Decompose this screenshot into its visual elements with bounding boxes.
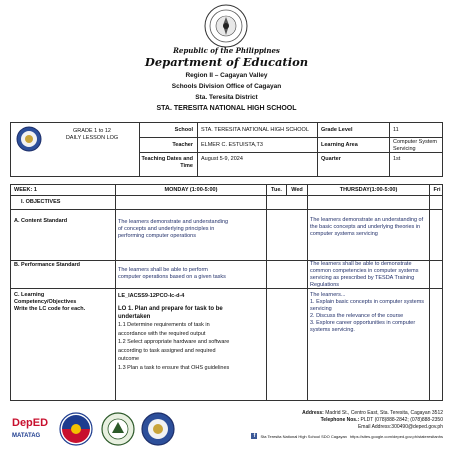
deped-seal-logo [204, 4, 248, 48]
text-line: The learners shall be able to demonstrate [310, 261, 412, 267]
text-line: 1.2 Select appropriate hardware and software [118, 339, 230, 345]
deped-logo-text: DepED [12, 417, 49, 429]
phone-label: Telephone Nos.: [320, 417, 360, 423]
grade-level-value: 11 [393, 127, 399, 133]
teacher-label: Teacher [172, 142, 193, 148]
school-seal-logo [16, 126, 42, 152]
text-line: 1.1 Determine requirements of task in [118, 322, 210, 328]
lesson-info-table [10, 122, 443, 177]
text-line: servicing [310, 306, 332, 312]
dates-label [141, 156, 193, 169]
learning-competency-label [14, 292, 114, 313]
divider [115, 185, 116, 400]
thursday-header: THURSDAY(1:00-5:00) [339, 187, 398, 193]
text-line: The learners shall be able to perform [118, 267, 208, 273]
bagong-pilipinas-logo [60, 413, 92, 445]
text-line: servicing as prescribed by TESDA Training [310, 275, 415, 281]
grade-range: GRADE 1 to 12 [73, 128, 111, 134]
text-line: Write the LC code for each. [14, 306, 86, 312]
school-value: STA. TERESITA NATIONAL HIGH SCHOOL [201, 127, 309, 133]
text-line: systems servicing. [310, 327, 355, 333]
divider [139, 152, 442, 153]
learning-competency-thursday [310, 292, 428, 334]
dates-label-line-2: Time [180, 162, 193, 169]
text-line: outcome [118, 356, 140, 362]
text-line: of concepts and underlying principles in [118, 226, 215, 232]
divider [266, 185, 267, 400]
school-name: STA. TERESITA NATIONAL HIGH SCHOOL [156, 105, 297, 112]
text-line: common competencies in computer systems [310, 268, 419, 274]
objectives-heading: I. OBJECTIVES [21, 199, 61, 205]
matatag-logo-text: MATATAG [12, 433, 41, 439]
text-line: performing computer operations [118, 233, 196, 239]
phone-value: PLDT (078)888-2842; (078)888-2350 [360, 417, 443, 423]
log-title: DAILY LESSON LOG [65, 135, 119, 141]
lo-title-line: LO 1. Plan and prepare for task to be [118, 306, 223, 312]
text-line: C. Learning [14, 292, 45, 298]
text-line: 1. Explain basic concepts in computer systems [310, 299, 425, 305]
learning-area-line-2: Servicing [393, 145, 416, 152]
website-link[interactable]: https://sites.google.com/deped.gov.ph/stateresitanhs [349, 433, 443, 439]
divider [197, 123, 198, 176]
divider [389, 123, 390, 176]
lc-code: LE_IACSS9-12PCO-Ic-d-4 [118, 293, 185, 299]
grade-log-title [49, 128, 135, 142]
week-label: WEEK: 1 [14, 187, 37, 193]
learning-area-value [393, 139, 443, 152]
learning-competency-monday [118, 293, 264, 372]
phone-line [321, 417, 443, 423]
performance-standard-monday [118, 267, 264, 281]
learning-area-label: Learning Area [321, 142, 358, 148]
text-line: computer operations based on a given tasks [118, 274, 226, 280]
district-text: Sta. Teresita District [195, 94, 258, 101]
school-label: School [174, 127, 193, 133]
learning-area-line-1: Computer System [393, 139, 438, 145]
text-line: The learners demonstrate and understanding [118, 219, 229, 225]
content-standard-label: A. Content Standard [14, 218, 68, 224]
dates-value: August 5-9, 2024 [201, 156, 243, 162]
divider [139, 123, 140, 176]
divider [307, 185, 308, 400]
divider [11, 209, 442, 210]
quarter-label: Quarter [321, 156, 341, 162]
wednesday-header: Wed [291, 187, 303, 193]
text-line: computer systems servicing [310, 231, 378, 237]
deped-matatag-logo [12, 417, 48, 439]
tuesday-header: Tue. [271, 187, 282, 193]
text-line: Competency/Objectives [14, 299, 77, 305]
lo-title-line: undertaken [118, 314, 151, 320]
text-line: 1.3 Plan a task to ensure that OHS guidelines [118, 364, 230, 371]
republic-text: Republic of the Philippines [173, 46, 280, 55]
grade-level-label: Grade Level [321, 127, 353, 133]
text-line: The learners... [310, 292, 346, 298]
division-seal-logo [102, 413, 134, 445]
text-line: 2. Discuss the relevance of the course [310, 313, 404, 319]
text-line: The learners demonstrate an understanding of [310, 217, 424, 223]
text-line: according to task assigned and required [118, 347, 216, 354]
content-standard-monday [118, 219, 264, 240]
text-line: the basic concepts and underlying theories in [310, 224, 421, 230]
divider [11, 195, 442, 196]
address-value: Madrid St., Centro East, Sta. Teresita, Cagayan 3512 [325, 410, 443, 416]
email-line[interactable]: Email Address:300490@deped.gov.ph [357, 424, 443, 430]
division-text: Schools Division Office of Cagayan [171, 83, 282, 90]
quarter-value: 1st [393, 156, 401, 162]
region-text: Region II – Cagayan Valley [185, 72, 268, 79]
address-line [302, 410, 443, 416]
social-row [251, 433, 443, 439]
footer-logos [6, 409, 176, 449]
text-line: Regulations [310, 282, 340, 288]
performance-standard-label: B. Performance Standard [14, 262, 81, 268]
teacher-value: ELMER C. ESTUISTA,T3 [201, 142, 263, 148]
address-label: Address: [302, 410, 324, 416]
dates-label-line-1: Teaching Dates and [141, 156, 193, 162]
school-seal-footer-logo [142, 413, 174, 445]
divider [286, 185, 287, 195]
friday-header: Fri [433, 187, 441, 193]
divider [317, 123, 318, 176]
divider [139, 137, 442, 138]
department-title: Department of Education [144, 55, 309, 69]
facebook-page[interactable]: Sta Teresita National High School SDO Cagayan [260, 433, 347, 439]
lesson-plan-table [10, 184, 443, 401]
divider [429, 185, 430, 400]
text-line: accordance with the required output [118, 330, 206, 337]
performance-standard-thursday [310, 261, 428, 289]
monday-header: MONDAY (1:00-5:00) [164, 187, 218, 193]
content-standard-thursday [310, 217, 428, 238]
text-line: 3. Explore career opportunities in computer [310, 320, 416, 326]
facebook-icon[interactable]: f [251, 433, 257, 439]
